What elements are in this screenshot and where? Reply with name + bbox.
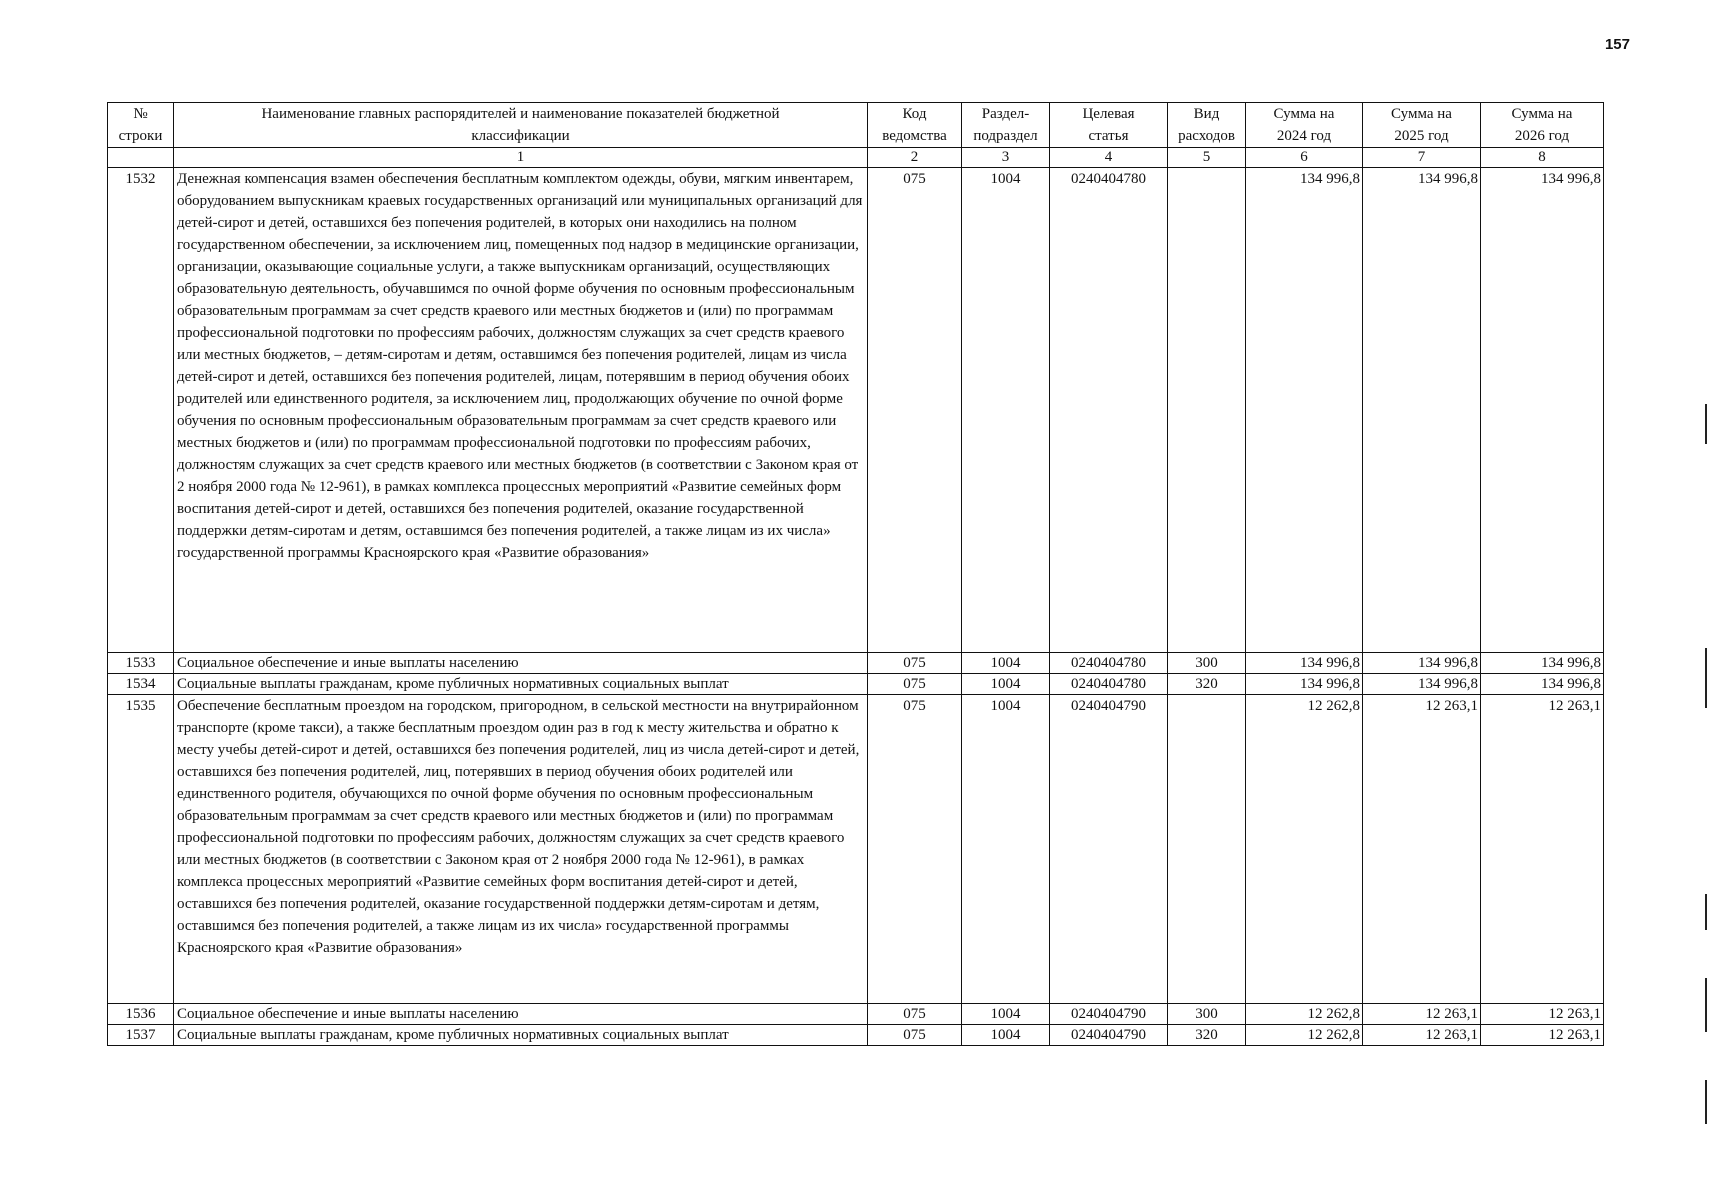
scan-edge-mark bbox=[1705, 1080, 1707, 1124]
sum-2024: 12 262,8 bbox=[1246, 695, 1363, 1004]
sum-2026: 12 263,1 bbox=[1481, 1025, 1604, 1046]
scan-edge-mark bbox=[1705, 894, 1707, 930]
sum-2026: 134 996,8 bbox=[1481, 653, 1604, 674]
table-row bbox=[108, 674, 1604, 695]
sum-2025: 134 996,8 bbox=[1363, 653, 1481, 674]
sum-2025: 134 996,8 bbox=[1363, 674, 1481, 695]
column-number: 3 bbox=[962, 148, 1050, 168]
section-code: 1004 bbox=[962, 1025, 1050, 1046]
sum-2025: 12 263,1 bbox=[1363, 695, 1481, 1004]
row-number: 1536 bbox=[108, 1004, 174, 1025]
header-sum-2025: Сумма на 2025 год bbox=[1363, 103, 1481, 148]
sum-2026: 134 996,8 bbox=[1481, 168, 1604, 653]
scan-edge-mark bbox=[1705, 978, 1707, 1032]
sum-2024: 134 996,8 bbox=[1246, 168, 1363, 653]
header-expense-type: Вид расходов bbox=[1168, 103, 1246, 148]
dept-code: 075 bbox=[868, 695, 962, 1004]
column-number: 5 bbox=[1168, 148, 1246, 168]
header-name: Наименование главных распорядителей и наименование показателей бюджетной классификации bbox=[174, 103, 868, 148]
dept-code: 075 bbox=[868, 1004, 962, 1025]
table-row bbox=[108, 1004, 1604, 1025]
column-number bbox=[108, 148, 174, 168]
row-name: Социальные выплаты гражданам, кроме публичных нормативных социальных выплат bbox=[174, 1025, 868, 1046]
sum-2025: 134 996,8 bbox=[1363, 168, 1481, 653]
expense-type: 320 bbox=[1168, 1025, 1246, 1046]
budget-table bbox=[107, 102, 1604, 1046]
sum-2026: 12 263,1 bbox=[1481, 1004, 1604, 1025]
column-number: 4 bbox=[1050, 148, 1168, 168]
header-dept-code: Код ведомства bbox=[868, 103, 962, 148]
row-number: 1534 bbox=[108, 674, 174, 695]
row-number: 1535 bbox=[108, 695, 174, 1004]
header-sum-2024: Сумма на 2024 год bbox=[1246, 103, 1363, 148]
sum-2024: 12 262,8 bbox=[1246, 1025, 1363, 1046]
section-code: 1004 bbox=[962, 1004, 1050, 1025]
column-number: 8 bbox=[1481, 148, 1604, 168]
section-code: 1004 bbox=[962, 653, 1050, 674]
expense-type bbox=[1168, 695, 1246, 1004]
sum-2026: 134 996,8 bbox=[1481, 674, 1604, 695]
scan-edge-mark bbox=[1705, 404, 1707, 444]
header-sum-2026: Сумма на 2026 год bbox=[1481, 103, 1604, 148]
row-number: 1537 bbox=[108, 1025, 174, 1046]
target-article: 0240404790 bbox=[1050, 1025, 1168, 1046]
row-name: Обеспечение бесплатным проездом на городском, пригородном, в сельской местности на внутрирайонном транспорте (кроме такси), а также бесплатным проездом один раз в год к месту жительства и обратно к месту учебы детей-сирот и детей, оставшихся без попечения родителей, лиц из числа детей-сирот и детей, оставшихся без попечения родителей, лиц, потерявших в период обучения обоих родителей или единственного родителя, обучающихся по очной форме обучения по основным профессиональным образовательным программам за счет средств краевого или местных бюджетов и (или) по программам профессиональной подготовки по профессиям рабочих, должностям служащих за счет средств краевого или местных бюджетов (в соответствии с Законом края от 2 ноября 2000 года № 12-961), в рамках комплекса процессных мероприятий «Развитие семейных форм воспитания детей-сирот и детей, оставшихся без попечения родителей, оказание государственной поддержки детям-сиротам и детям, оставшимся без попечения родителей, а также лицам из их числа» государственной программы Красноярского края «Развитие образования» bbox=[174, 695, 868, 1004]
section-code: 1004 bbox=[962, 674, 1050, 695]
dept-code: 075 bbox=[868, 653, 962, 674]
column-number: 2 bbox=[868, 148, 962, 168]
target-article: 0240404780 bbox=[1050, 653, 1168, 674]
row-number: 1533 bbox=[108, 653, 174, 674]
expense-type: 320 bbox=[1168, 674, 1246, 695]
target-article: 0240404790 bbox=[1050, 695, 1168, 1004]
table-row bbox=[108, 1025, 1604, 1046]
table-row bbox=[108, 695, 1604, 1004]
header-section: Раздел- подраздел bbox=[962, 103, 1050, 148]
target-article: 0240404780 bbox=[1050, 168, 1168, 653]
expense-type: 300 bbox=[1168, 1004, 1246, 1025]
dept-code: 075 bbox=[868, 674, 962, 695]
sum-2025: 12 263,1 bbox=[1363, 1025, 1481, 1046]
sum-2025: 12 263,1 bbox=[1363, 1004, 1481, 1025]
section-code: 1004 bbox=[962, 695, 1050, 1004]
row-name: Социальные выплаты гражданам, кроме публичных нормативных социальных выплат bbox=[174, 674, 868, 695]
row-name: Социальное обеспечение и иные выплаты населению bbox=[174, 653, 868, 674]
table-row bbox=[108, 168, 1604, 653]
dept-code: 075 bbox=[868, 168, 962, 653]
sum-2024: 134 996,8 bbox=[1246, 674, 1363, 695]
sum-2024: 134 996,8 bbox=[1246, 653, 1363, 674]
page-number: 157 bbox=[1604, 36, 1630, 53]
header-target-article: Целевая статья bbox=[1050, 103, 1168, 148]
sum-2024: 12 262,8 bbox=[1246, 1004, 1363, 1025]
sum-2026: 12 263,1 bbox=[1481, 695, 1604, 1004]
dept-code: 075 bbox=[868, 1025, 962, 1046]
expense-type: 300 bbox=[1168, 653, 1246, 674]
scan-edge-mark bbox=[1705, 648, 1707, 708]
expense-type bbox=[1168, 168, 1246, 653]
column-number: 1 bbox=[174, 148, 868, 168]
column-number-row bbox=[108, 148, 1604, 168]
table-header-row bbox=[108, 103, 1604, 148]
column-number: 6 bbox=[1246, 148, 1363, 168]
table-row bbox=[108, 653, 1604, 674]
row-name: Денежная компенсация взамен обеспечения бесплатным комплектом одежды, обуви, мягким инвентарем, оборудованием выпускникам краевых государственных организаций или муниципальных организаций для детей-сирот и детей, оставшихся без попечения родителей, в которых они находились на полном государственном обеспечении, за исключением лиц, помещенных под надзор в медицинские организации, организации, оказывающие социальные услуги, а также выпускникам организаций, осуществляющих образовательную деятельность, обучавшимся по очной форме обучения по основным профессиональным образовательным программам за счет средств краевого или местных бюджетов и (или) по программам профессиональной подготовки по профессиям рабочих, должностям служащих за счет средств краевого или местных бюджетов, – детям-сиротам и детям, оставшимся без попечения родителей, лицам из числа детей-сирот и детей, оставшихся без попечения родителей, лицам, потерявшим в период обучения обоих родителей или единственного родителя, за исключением лиц, продолжающих обучение по очной форме обучения по основным профессиональным образовательным программам за счет средств краевого или местных бюджетов и (или) по программам профессиональной подготовки по профессиям рабочих, должностям служащих за счет средств краевого или местных бюджетов (в соответствии с Законом края от 2 ноября 2000 года № 12-961), в рамках комплекса процессных мероприятий «Развитие семейных форм воспитания детей-сирот и детей, оставшихся без попечения родителей, оказание государственной поддержки детям-сиротам и детям, оставшимся без попечения родителей, а также лицам из их числа» государственной программы Красноярского края «Развитие образования» bbox=[174, 168, 868, 653]
header-row-number: № строки bbox=[108, 103, 174, 148]
section-code: 1004 bbox=[962, 168, 1050, 653]
row-number: 1532 bbox=[108, 168, 174, 653]
target-article: 0240404790 bbox=[1050, 1004, 1168, 1025]
column-number: 7 bbox=[1363, 148, 1481, 168]
target-article: 0240404780 bbox=[1050, 674, 1168, 695]
row-name: Социальное обеспечение и иные выплаты населению bbox=[174, 1004, 868, 1025]
